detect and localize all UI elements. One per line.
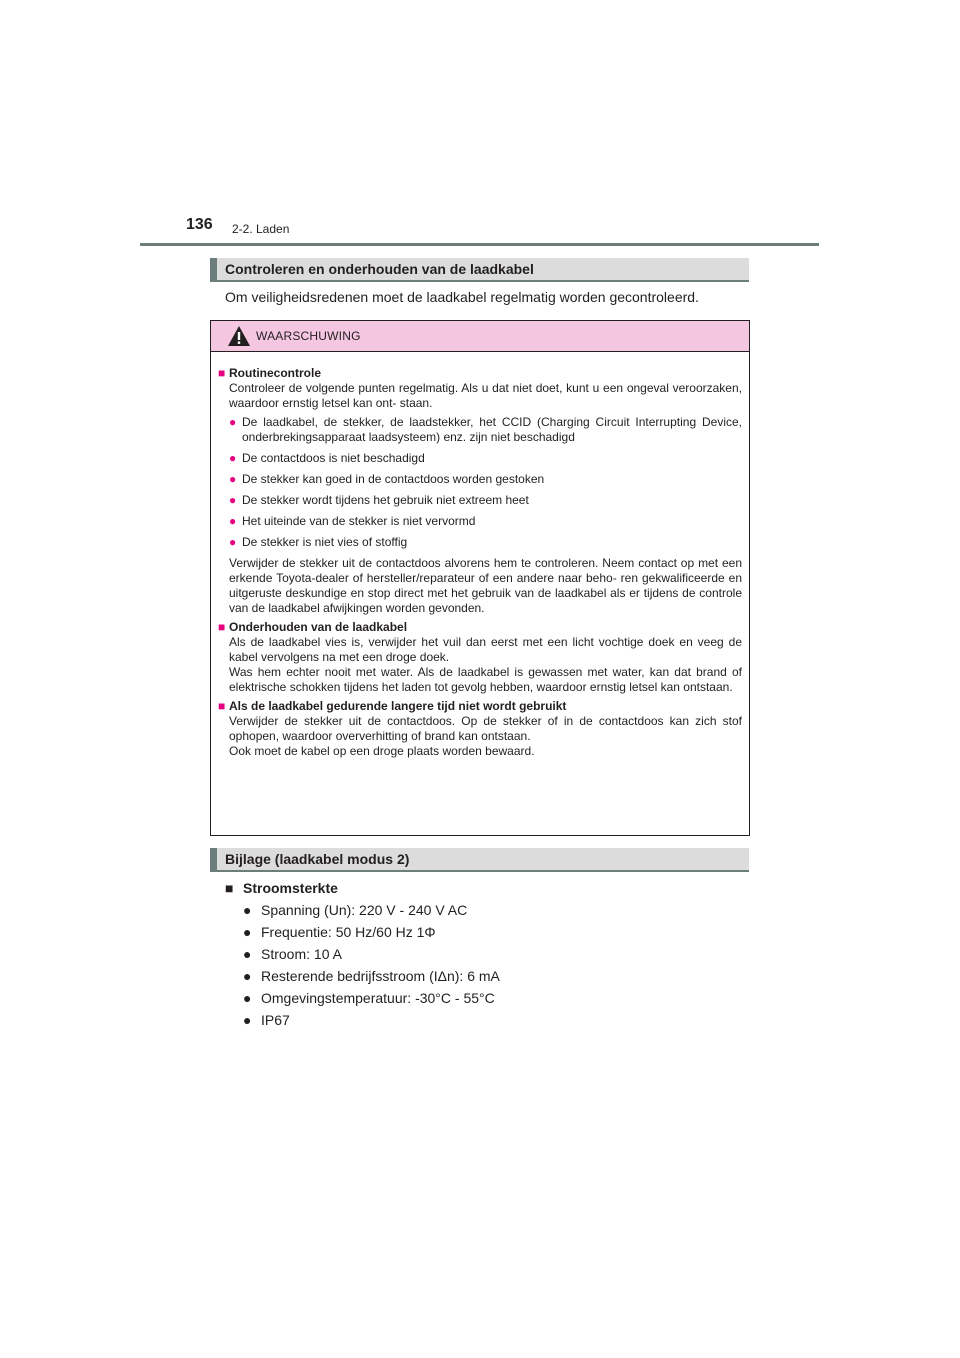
square-bullet-icon: ■ [218, 620, 226, 634]
section-title: Bijlage (laadkabel modus 2) [225, 851, 410, 867]
routine-footer: Verwijder de stekker uit de contactdoos alvorens hem te controleren. Neem contact op met een erkende Toyota-dealer of hersteller/reparateur of een andere naar beho- ren gekwalificeerde en uitgeruste deskundige en stop direct met het gebruik van de laadkabel als er tijdens de controle van de laadkabel afwijkingen worden gevonden. [229, 556, 742, 615]
breadcrumb: 2-2. Laden [232, 222, 290, 236]
routine-text: Controleer de volgende punten regelmatig. Als u dat niet doet, kunt u een ongeval veroorzaken, waardoor ernstig letsel kan ont- staan. [229, 381, 742, 410]
page-number: 136 [186, 216, 213, 233]
unused-text-2: Ook moet de kabel op een droge plaats worden bewaard. [229, 744, 535, 758]
circle-bullet-icon: ● [229, 415, 237, 429]
list-item: ● Spanning (Un): 220 V - 240 V AC [243, 902, 468, 918]
circle-bullet-icon: ● [243, 990, 252, 1006]
unused-text-1: Verwijder de stekker uit de contactdoos. Op de stekker of in de contactdoos kan zich stof ophopen, waardoor oververhitting of brand kan ontstaan. [229, 714, 742, 743]
section-header-bar [210, 258, 217, 280]
list-item: ● De laadkabel, de stekker, de laadstekker, het CCID (Charging Circuit Interrupting Device, onderbrekingsapparaat laadsysteem) enz. zijn niet beschadigd [229, 415, 742, 444]
square-bullet-icon: ■ [225, 880, 234, 896]
header-rule [140, 243, 819, 246]
list-item: ● Frequentie: 50 Hz/60 Hz 1Φ [243, 924, 436, 940]
circle-bullet-icon: ● [243, 924, 252, 940]
circle-bullet-icon: ● [229, 514, 237, 528]
warning-box [210, 320, 750, 836]
spec-title: ■ Stroomsterkte [225, 880, 338, 896]
warning-section-unused [218, 699, 742, 759]
list-item: ● Stroom: 10 A [243, 946, 342, 962]
spec-block [225, 880, 500, 1032]
list-item: ● De stekker is niet vies of stoffig [229, 535, 408, 549]
spec-list [243, 900, 500, 1032]
square-bullet-icon: ■ [218, 699, 226, 713]
maintenance-title: Onderhouden van de laadkabel [229, 620, 408, 634]
maintenance-text-1: Als de laadkabel vies is, verwijder het vuil dan eerst met een licht vochtige doek en veeg de kabel vervolgens na met een droge doek. [229, 635, 742, 664]
list-item: ● IP67 [243, 1012, 290, 1028]
section-header-bar [210, 848, 217, 870]
warning-body [211, 352, 749, 759]
maintenance-text-2: Was hem echter nooit met water. Als de laadkabel is gewassen met water, kan dat brand of elektrische schokken tijdens het laden tot gevolg hebben, waardoor ernstig letsel kan ontstaan. [229, 665, 742, 694]
warning-section-routine [218, 366, 742, 616]
routine-title: Routinecontrole [229, 366, 321, 380]
list-item: ● Resterende bedrijfsstroom (IΔn): 6 mA [243, 968, 500, 984]
list-item: ● De stekker kan goed in de contactdoos worden gestoken [229, 472, 545, 486]
warning-section-maintenance [218, 620, 742, 695]
circle-bullet-icon: ● [229, 451, 237, 465]
section-title: Controleren en onderhouden van de laadkabel [225, 261, 534, 277]
unused-title: Als de laadkabel gedurende langere tijd niet wordt gebruikt [229, 699, 567, 713]
circle-bullet-icon: ● [243, 1012, 252, 1028]
circle-bullet-icon: ● [229, 493, 237, 507]
circle-bullet-icon: ● [243, 946, 252, 962]
routine-checklist [229, 415, 742, 550]
intro-text: Om veiligheidsredenen moet de laadkabel regelmatig worden gecontroleerd. [225, 289, 699, 305]
circle-bullet-icon: ● [229, 472, 237, 486]
circle-bullet-icon: ● [243, 968, 252, 984]
warning-header [211, 321, 749, 352]
list-item: ● Het uiteinde van de stekker is niet vervormd [229, 514, 476, 528]
warning-title: WAARSCHUWING [256, 329, 361, 343]
section-header-controleren [210, 258, 749, 282]
list-item: ● Omgevingstemperatuur: -30°C - 55°C [243, 990, 495, 1006]
warning-triangle-icon [227, 325, 251, 347]
square-bullet-icon: ■ [218, 366, 226, 380]
list-item: ● De contactdoos is niet beschadigd [229, 451, 425, 465]
circle-bullet-icon: ● [229, 535, 237, 549]
section-header-bijlage [210, 848, 749, 872]
list-item: ● De stekker wordt tijdens het gebruik niet extreem heet [229, 493, 529, 507]
circle-bullet-icon: ● [243, 902, 252, 918]
